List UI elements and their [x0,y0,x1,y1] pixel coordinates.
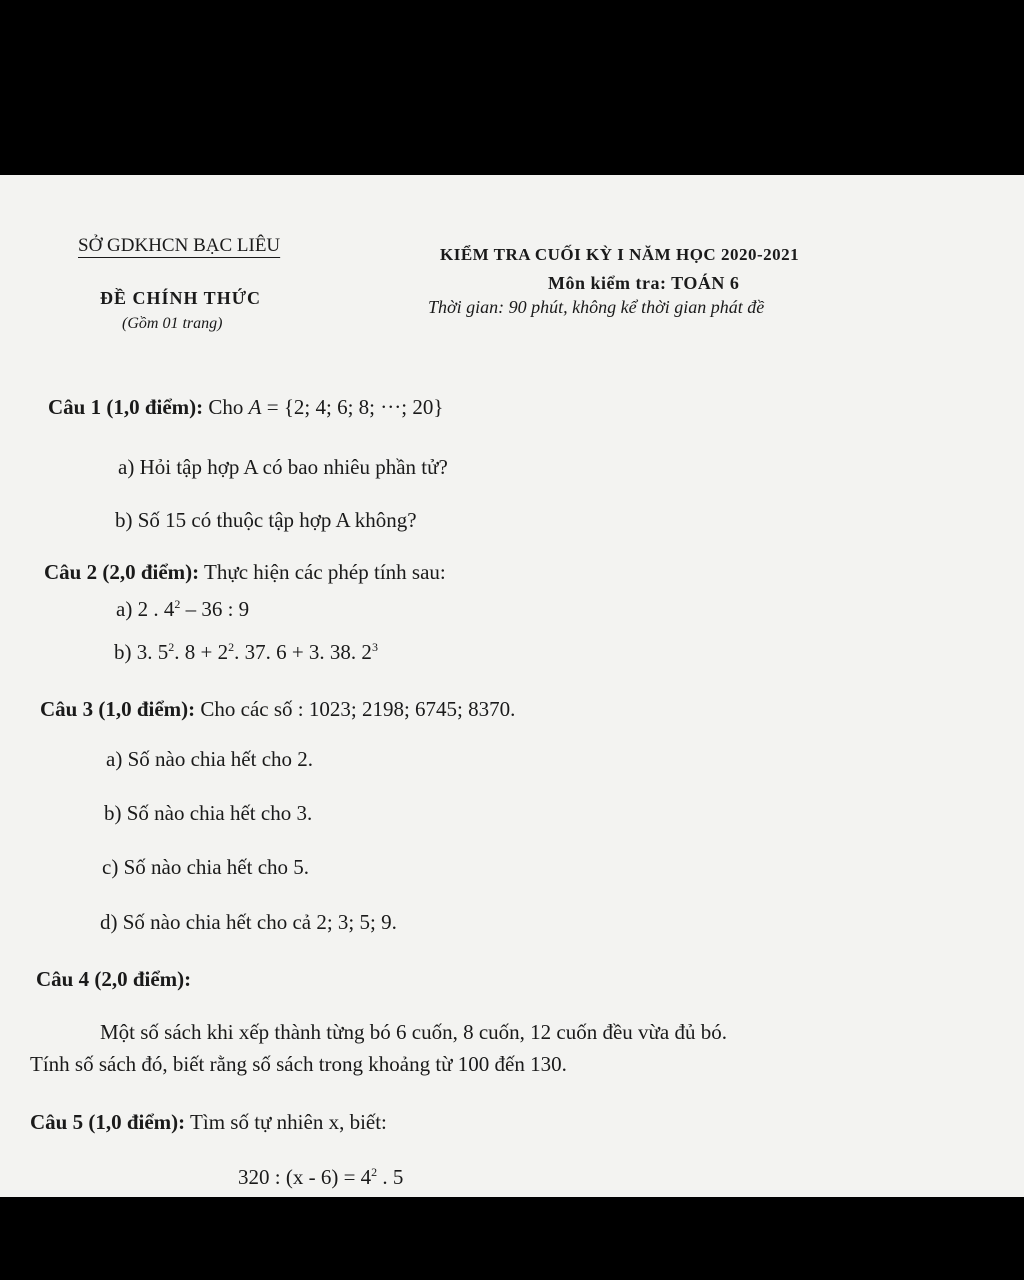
q2a-rest: – 36 : 9 [180,597,250,621]
q2b-exponent-2: 2 [228,640,235,654]
question-3-a: a) Số nào chia hết cho 2. [106,747,314,771]
question-5 [30,1110,387,1135]
q2b-mid-1: . 8 + 2 [174,640,229,664]
set-name: A [248,395,262,419]
q2a-exponent: 2 [174,597,181,611]
question-3-text: Cho các số : 1023; 2198; 6745; 8370. [195,697,516,721]
question-2-b [114,640,378,665]
q2b-exponent-3: 3 [371,640,378,654]
question-4-label: Câu 4 (2,0 điểm): [36,967,192,991]
department-label: SỞ GDKHCN BẠC LIÊU [78,235,281,256]
question-1 [48,395,443,420]
question-1-b: b) Số 15 có thuộc tập hợp A không? [115,508,417,532]
q5-eq-rest: . 5 [377,1165,404,1189]
question-5-text: Tìm số tự nhiên x, biết: [185,1110,387,1134]
q2a-prefix: a) 2 . 4 [116,597,175,621]
question-2-text: Thực hiện các phép tính sau: [199,560,446,584]
question-2 [44,560,446,585]
question-2-a [116,597,249,622]
question-1-label: Câu 1 (1,0 điểm): [48,395,204,419]
question-3-label: Câu 3 (1,0 điểm): [40,697,196,721]
official-label: ĐỀ CHÍNH THỨC [100,288,262,308]
question-3-b: b) Số nào chia hết cho 3. [104,801,313,825]
q5-eq-exponent: 2 [371,1165,378,1179]
question-4-line-2: Tính số sách đó, biết rằng số sách trong khoảng từ 100 đến 130. [30,1052,567,1076]
exam-subject: Môn kiểm tra: TOÁN 6 [548,273,740,293]
question-5-label: Câu 5 (1,0 điểm): [30,1110,186,1134]
exam-time: Thời gian: 90 phút, không kể thời gian phát đề [428,297,765,317]
question-1-a: a) Hỏi tập hợp A có bao nhiêu phần tử? [118,455,448,479]
question-3-c: c) Số nào chia hết cho 5. [102,855,310,879]
exam-paper [0,175,1024,1197]
question-3-d: d) Số nào chia hết cho cả 2; 3; 5; 9. [100,910,397,934]
q2b-prefix: b) 3. 5 [114,640,169,664]
q2b-mid-2: . 37. 6 + 3. 38. 2 [234,640,372,664]
question-3 [40,697,515,722]
question-4-line-1: Một số sách khi xếp thành từng bó 6 cuốn, 8 cuốn, 12 cuốn đều vừa đủ bó. [100,1020,728,1044]
set-value: = {2; 4; 6; 8; ···; 20} [261,395,444,419]
page-count: (Gồm 01 trang) [122,315,223,332]
question-1-text: Cho [203,395,249,419]
department-name [78,235,280,257]
question-4 [36,967,191,992]
q5-eq-prefix: 320 : (x - 6) = 4 [238,1165,372,1189]
question-5-equation [238,1165,403,1190]
q2b-exponent-1: 2 [168,640,175,654]
exam-title: KIỂM TRA CUỐI KỲ I NĂM HỌC 2020-2021 [440,245,800,264]
question-2-label: Câu 2 (2,0 điểm): [44,560,200,584]
